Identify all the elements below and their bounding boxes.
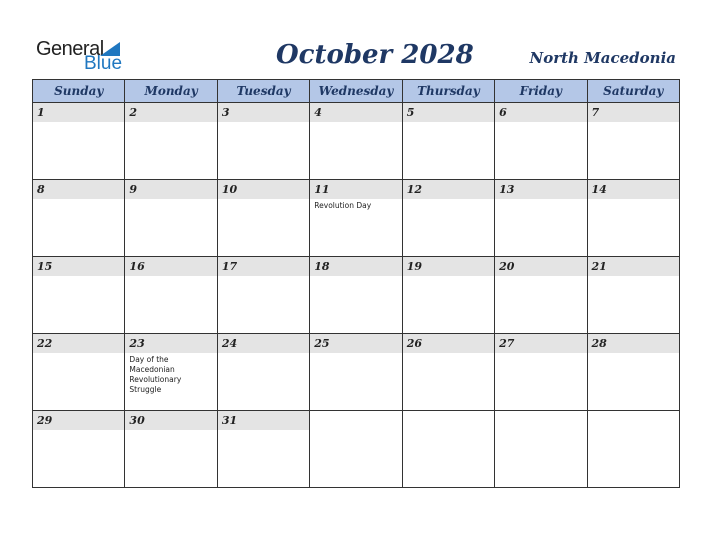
week-row [33,257,680,334]
day-cell [33,411,125,488]
day-number: 16 [129,260,145,273]
day-number-bar [125,180,216,199]
day-cell [402,103,494,180]
day-number: 8 [37,183,45,196]
day-number-bar [33,411,124,430]
day-number: 18 [314,260,330,273]
country-name: North Macedonia [529,49,676,67]
day-number-bar [125,334,216,353]
day-number-bar [218,180,309,199]
day-number-bar [588,257,679,276]
day-cell [33,257,125,334]
day-cell [495,103,587,180]
day-cell [33,103,125,180]
day-number: 1 [37,106,45,119]
day-number-bar [310,257,401,276]
day-number-bar [588,334,679,353]
day-number: 11 [314,183,330,196]
day-number-bar [218,257,309,276]
day-number-bar [495,180,586,199]
day-number: 19 [406,260,422,273]
calendar-title: October 2028 [276,40,474,70]
weekday-header: Thursday [402,80,494,103]
day-cell [217,334,309,411]
day-number-bar [125,257,216,276]
day-cell [33,334,125,411]
day-number-bar [403,257,494,276]
day-number-bar [218,103,309,122]
day-number: 20 [499,260,515,273]
day-number-bar [495,334,586,353]
day-number-bar [403,103,494,122]
day-cell [125,103,217,180]
day-number-bar [403,334,494,353]
day-cell [495,180,587,257]
week-row [33,180,680,257]
day-number: 31 [221,414,238,427]
day-number: 29 [37,414,53,427]
day-cell [310,334,402,411]
day-cell [495,257,587,334]
day-number: 23 [129,337,145,350]
day-cell [402,334,494,411]
calendar-grid [32,79,680,488]
holiday-label: Revolution Day [314,201,372,210]
day-number-bar [218,334,309,353]
day-number-bar [310,334,401,353]
day-number-bar [588,103,679,122]
day-number: 4 [314,106,322,119]
day-number-bar [218,411,309,430]
day-number: 12 [406,183,422,196]
day-cell [402,411,494,488]
day-number: 21 [591,260,607,273]
day-cell [217,180,309,257]
day-cell [310,180,402,257]
day-cell [125,334,217,411]
day-number-bar [33,257,124,276]
logo-general-text: General [36,38,104,60]
day-cell [587,180,679,257]
day-number: 26 [406,337,422,350]
day-number: 22 [37,337,53,350]
weekday-header: Tuesday [217,80,309,103]
day-number: 10 [221,183,238,196]
day-cell [495,334,587,411]
day-number-bar [33,103,124,122]
day-number-bar [310,103,401,122]
logo-blue-text: Blue [84,53,123,74]
weekday-header-row [33,80,680,103]
day-number-bar [310,180,401,199]
weekday-header: Friday [495,80,587,103]
day-number: 30 [129,414,145,427]
day-cell [217,103,309,180]
day-cell [125,180,217,257]
weekday-header: Sunday [33,80,125,103]
day-number-bar [403,180,494,199]
day-cell [402,257,494,334]
week-row [33,334,680,411]
day-number-bar [495,103,586,122]
day-number: 14 [591,183,607,196]
week-row [33,411,680,488]
day-number: 7 [591,106,600,119]
day-number: 27 [499,337,515,350]
day-number: 9 [129,183,138,196]
weekday-header: Wednesday [310,80,402,103]
day-cell [310,257,402,334]
day-number: 3 [221,106,230,119]
day-number-bar [125,411,216,430]
day-cell [587,257,679,334]
day-number-bar [588,180,679,199]
day-cell [587,411,679,488]
day-cell [217,257,309,334]
day-number: 6 [499,106,507,119]
day-cell [587,334,679,411]
day-cell [495,411,587,488]
day-number: 2 [129,106,138,119]
day-number: 17 [221,260,238,273]
day-cell [310,103,402,180]
day-number: 28 [591,337,607,350]
weekday-header: Saturday [587,80,679,103]
week-row [33,103,680,180]
logo [36,38,136,74]
day-number: 25 [314,337,330,350]
day-cell [33,180,125,257]
holiday-label: Day of the Macedonian Revolutionary Struggle [129,355,182,394]
day-number: 24 [221,337,238,350]
day-cell [125,257,217,334]
day-number-bar [125,103,216,122]
day-number-bar [33,180,124,199]
weekday-header: Monday [125,80,217,103]
day-number-bar [495,257,586,276]
day-cell [310,411,402,488]
day-number: 13 [499,183,515,196]
day-number: 5 [406,106,415,119]
day-cell [217,411,309,488]
day-cell [402,180,494,257]
day-cell [125,411,217,488]
day-cell [587,103,679,180]
day-number: 15 [37,260,53,273]
day-number-bar [33,334,124,353]
